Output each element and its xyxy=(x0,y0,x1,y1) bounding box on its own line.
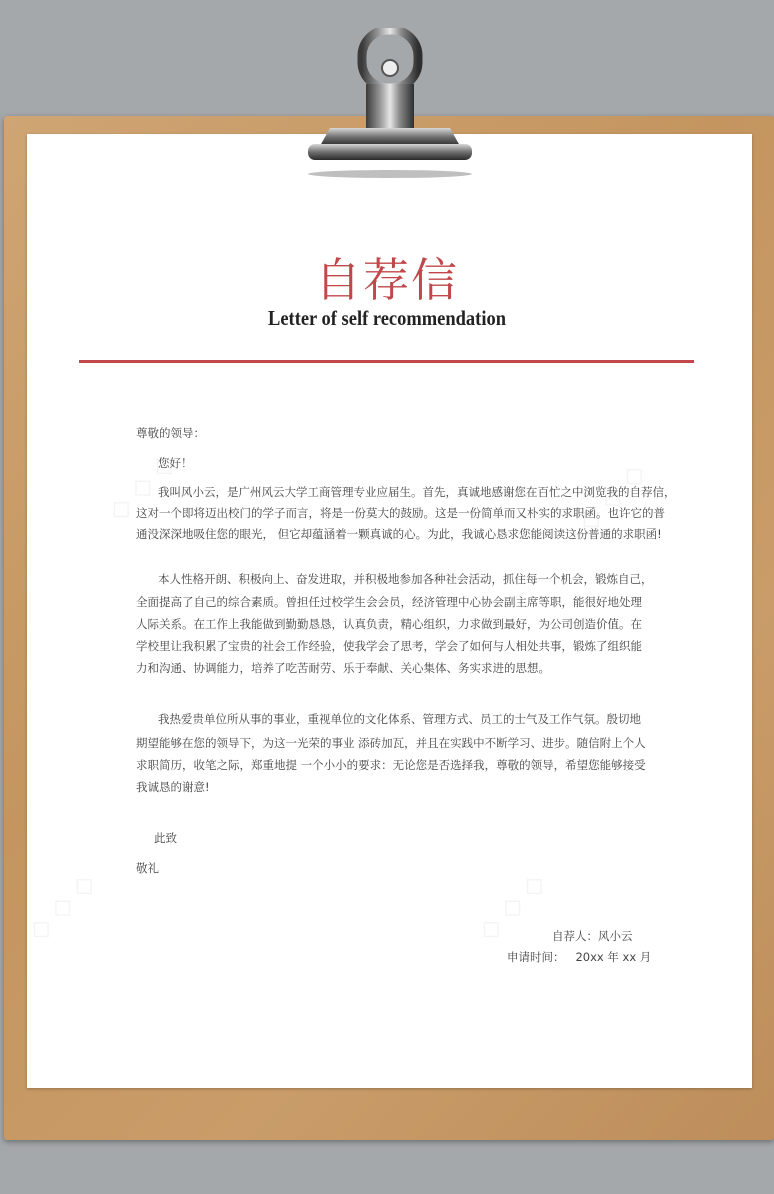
paragraph-line: 学校里让我积累了宝贵的社会工作经验，使我学会了思考，学会了如何与人相处共事，锻炼了组织能 xyxy=(136,639,642,653)
paragraph-line: 我叫风小云，是广州风云大学工商管理专业应届生。首先，真诚地感谢您在百忙之中浏览我的自荐信， xyxy=(158,485,676,499)
paragraph-line: 人际关系。在工作上我能做到勤勤恳恳，认真负责，精心组织，力求做到最好，为公司创造价值。在 xyxy=(136,617,642,631)
greeting: 您好！ xyxy=(158,456,193,470)
paragraph-line: 求职简历，收笔之际，郑重地提 一个小小的要求：无论您是否选择我，尊敬的领导，希望您能够接受 xyxy=(136,758,646,772)
paragraph-line: 这对一个即将迈出校门的学子而言，将是一份莫大的鼓励。这是一份简单而又朴实的求职函。也许它的普 xyxy=(136,506,665,520)
application-date: 申请时间： 20xx 年 xx 月 xyxy=(507,950,652,964)
paragraph-line: 期望能够在您的领导下，为这一光荣的事业 添砖加瓦，并且在实践中不断学习、进步。随信附上个人 xyxy=(136,736,646,750)
signer: 自荐人：风小云 xyxy=(552,929,633,943)
paragraph-line: 通没深深地吸住您的眼光， 但它却蕴涵着一颗真诚的心。为此，我诚心恳求您能阅读这份普通的求职函! xyxy=(136,527,662,541)
binder-clip-icon xyxy=(300,28,480,178)
salutation: 尊敬的领导： xyxy=(136,426,205,440)
paragraph-line: 我热爱贵单位所从事的事业，重视单位的文化体系、管理方式、员工的士气及工作气氛。殷切地 xyxy=(158,712,641,726)
letter-subtitle: Letter of self recommendation xyxy=(268,306,506,330)
title-divider xyxy=(79,360,694,363)
paragraph-line: 力和沟通、协调能力，培养了吃苦耐劳、乐于奉献、关心集体、务实求进的思想。 xyxy=(136,661,550,675)
closing-line: 此致 xyxy=(154,831,177,845)
paragraph-line: 本人性格开朗、积极向上、奋发进取，并积极地参加各种社会活动，抓住每一个机会，锻炼自己， xyxy=(158,572,653,586)
closing-line: 敬礼 xyxy=(136,861,159,875)
paragraph-line: 全面提高了自己的综合素质。曾担任过校学生会会员，经济管理中心协会副主席等职，能很好地处理 xyxy=(136,595,642,609)
letter-title: 自荐信 xyxy=(315,253,459,307)
paragraph-line: 我诚恳的谢意! xyxy=(136,780,210,794)
